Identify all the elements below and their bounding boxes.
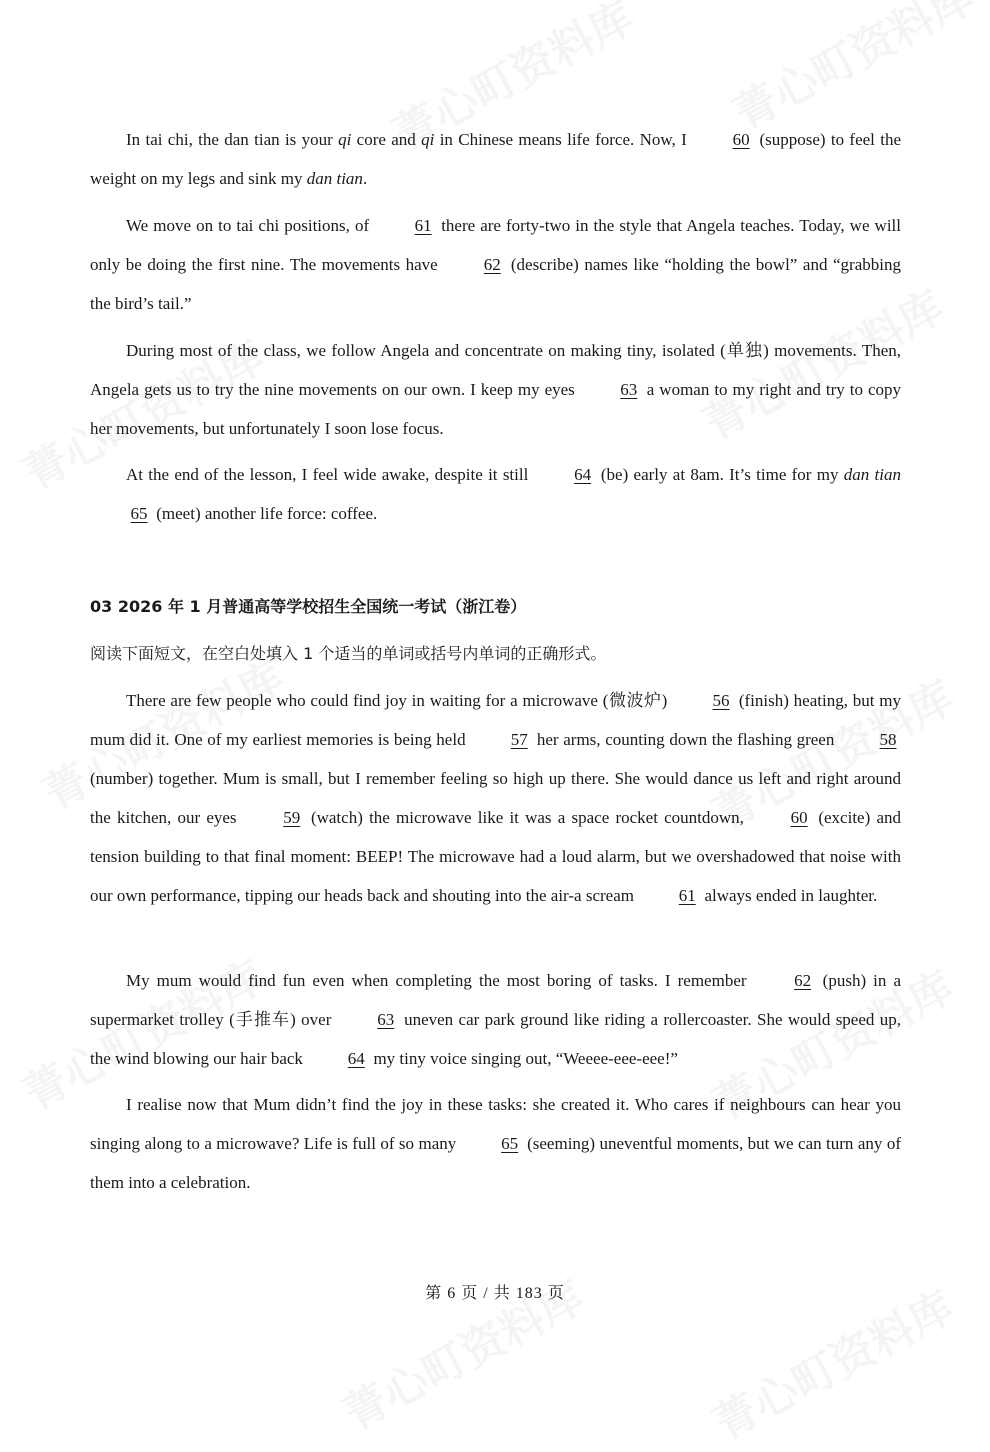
italic-term: qi [338,130,352,149]
answer-blank: 61 [678,886,696,905]
text-run: (seeming) uneventful moments, but we can turn any of them into a celebration. [90,1134,901,1192]
text-run: . [362,169,368,188]
text-run: (excite) and tension building to that final moment: BEEP! The microwave had a loud alarm, but we overshadowed that noise with our own performance, tipping our heads back and shouting into the air-a scream [90,808,901,905]
answer-blank: 65 [130,504,148,523]
text-run: During most of the class, we follow Angela and concentrate on making tiny, isolated (单独) movements. Then, Angela gets us to try the nine movements on our own. I keep my eyes [90,341,901,399]
answer-blank: 59 [283,808,301,827]
text-run: (meet) another life force: coffee. [152,504,378,523]
text-run: (describe) names like “holding the bowl” and “grabbing the bird’s tail.” [90,255,901,313]
answer-blank: 65 [501,1134,519,1153]
text-run: (be) early at 8am. It’s time for my [595,465,844,484]
text-run: In tai chi, the dan tian is your [126,130,339,149]
passage1-paragraph-1 [90,120,901,198]
answer-blank: 62 [794,971,812,990]
section-instruction: 阅读下面短文，在空白处填入 1 个适当的单词或括号内单词的正确形式。 [90,644,607,663]
text-run: uneven car park ground like riding a rollercoaster. She would speed up, the wind blowing our hair back [90,1010,901,1068]
text-run: core and [351,130,422,149]
answer-blank: 64 [574,465,592,484]
answer-blank: 60 [790,808,808,827]
answer-blank: 63 [377,1010,395,1029]
italic-term: qi [421,130,435,149]
text-run: always ended in laughter. [700,886,878,905]
italic-term: dan tian [306,169,363,188]
text-run: my tiny voice singing out, “Weeee-eee-eee!” [369,1049,678,1068]
passage1-paragraph-3 [90,331,901,448]
passage1-paragraph-4 [90,455,901,533]
text-run: her arms, counting down the flashing green [532,730,839,749]
passage2-paragraph-1 [90,681,901,915]
passage1-paragraph-2 [90,206,901,323]
answer-blank: 64 [347,1049,365,1068]
answer-blank: 56 [712,691,730,710]
text-run: (watch) the microwave like it was a space rocket countdown, [304,808,751,827]
italic-term: dan tian [843,465,901,484]
text-run: (push) in a supermarket trolley (手推车) over [90,971,901,1029]
passage2-paragraph-2 [90,961,901,1078]
text-run: I realise now that Mum didn’t find the joy in these tasks: she created it. Who cares if neighbours can hear you singing along to a microwave? Life is full of so many [90,1095,901,1153]
text-run: My mum would find fun even when completing the most boring of tasks. I remember [126,971,754,990]
answer-blank: 58 [879,730,897,749]
answer-blank: 63 [620,380,638,399]
answer-blank: 57 [510,730,528,749]
section-heading: 03 2026 年 1 月普通高等学校招生全国统一考试（浙江卷） [90,597,527,616]
page-footer: 第 6 页 / 共 183 页 [425,1285,565,1302]
passage2-paragraph-3 [90,1085,901,1202]
text-run: in Chinese means life force. Now, I [434,130,693,149]
text-run: We move on to tai chi positions, of [126,216,375,235]
answer-blank: 61 [414,216,432,235]
answer-blank: 62 [483,255,501,274]
text-run: At the end of the lesson, I feel wide awake, despite it still [126,465,534,484]
text-run: a woman to my right and try to copy her movements, but unfortunately I soon lose focus. [90,380,902,438]
text-run: There are few people who could find joy in waiting for a microwave (微波炉) [126,691,673,710]
text-run: (number) together. Mum is small, but I remember feeling so high up there. She would dance us left and right around the kitchen, our eyes [90,769,901,827]
text-run: there are forty-two in the style that Angela teaches. Today, we will only be doing the first nine. The movements have [90,216,901,274]
text-run: (suppose) to feel the weight on my legs and sink my [90,130,901,188]
answer-blank: 60 [732,130,750,149]
text-run: (finish) heating, but my mum did it. One of my earliest memories is being held [90,691,901,749]
